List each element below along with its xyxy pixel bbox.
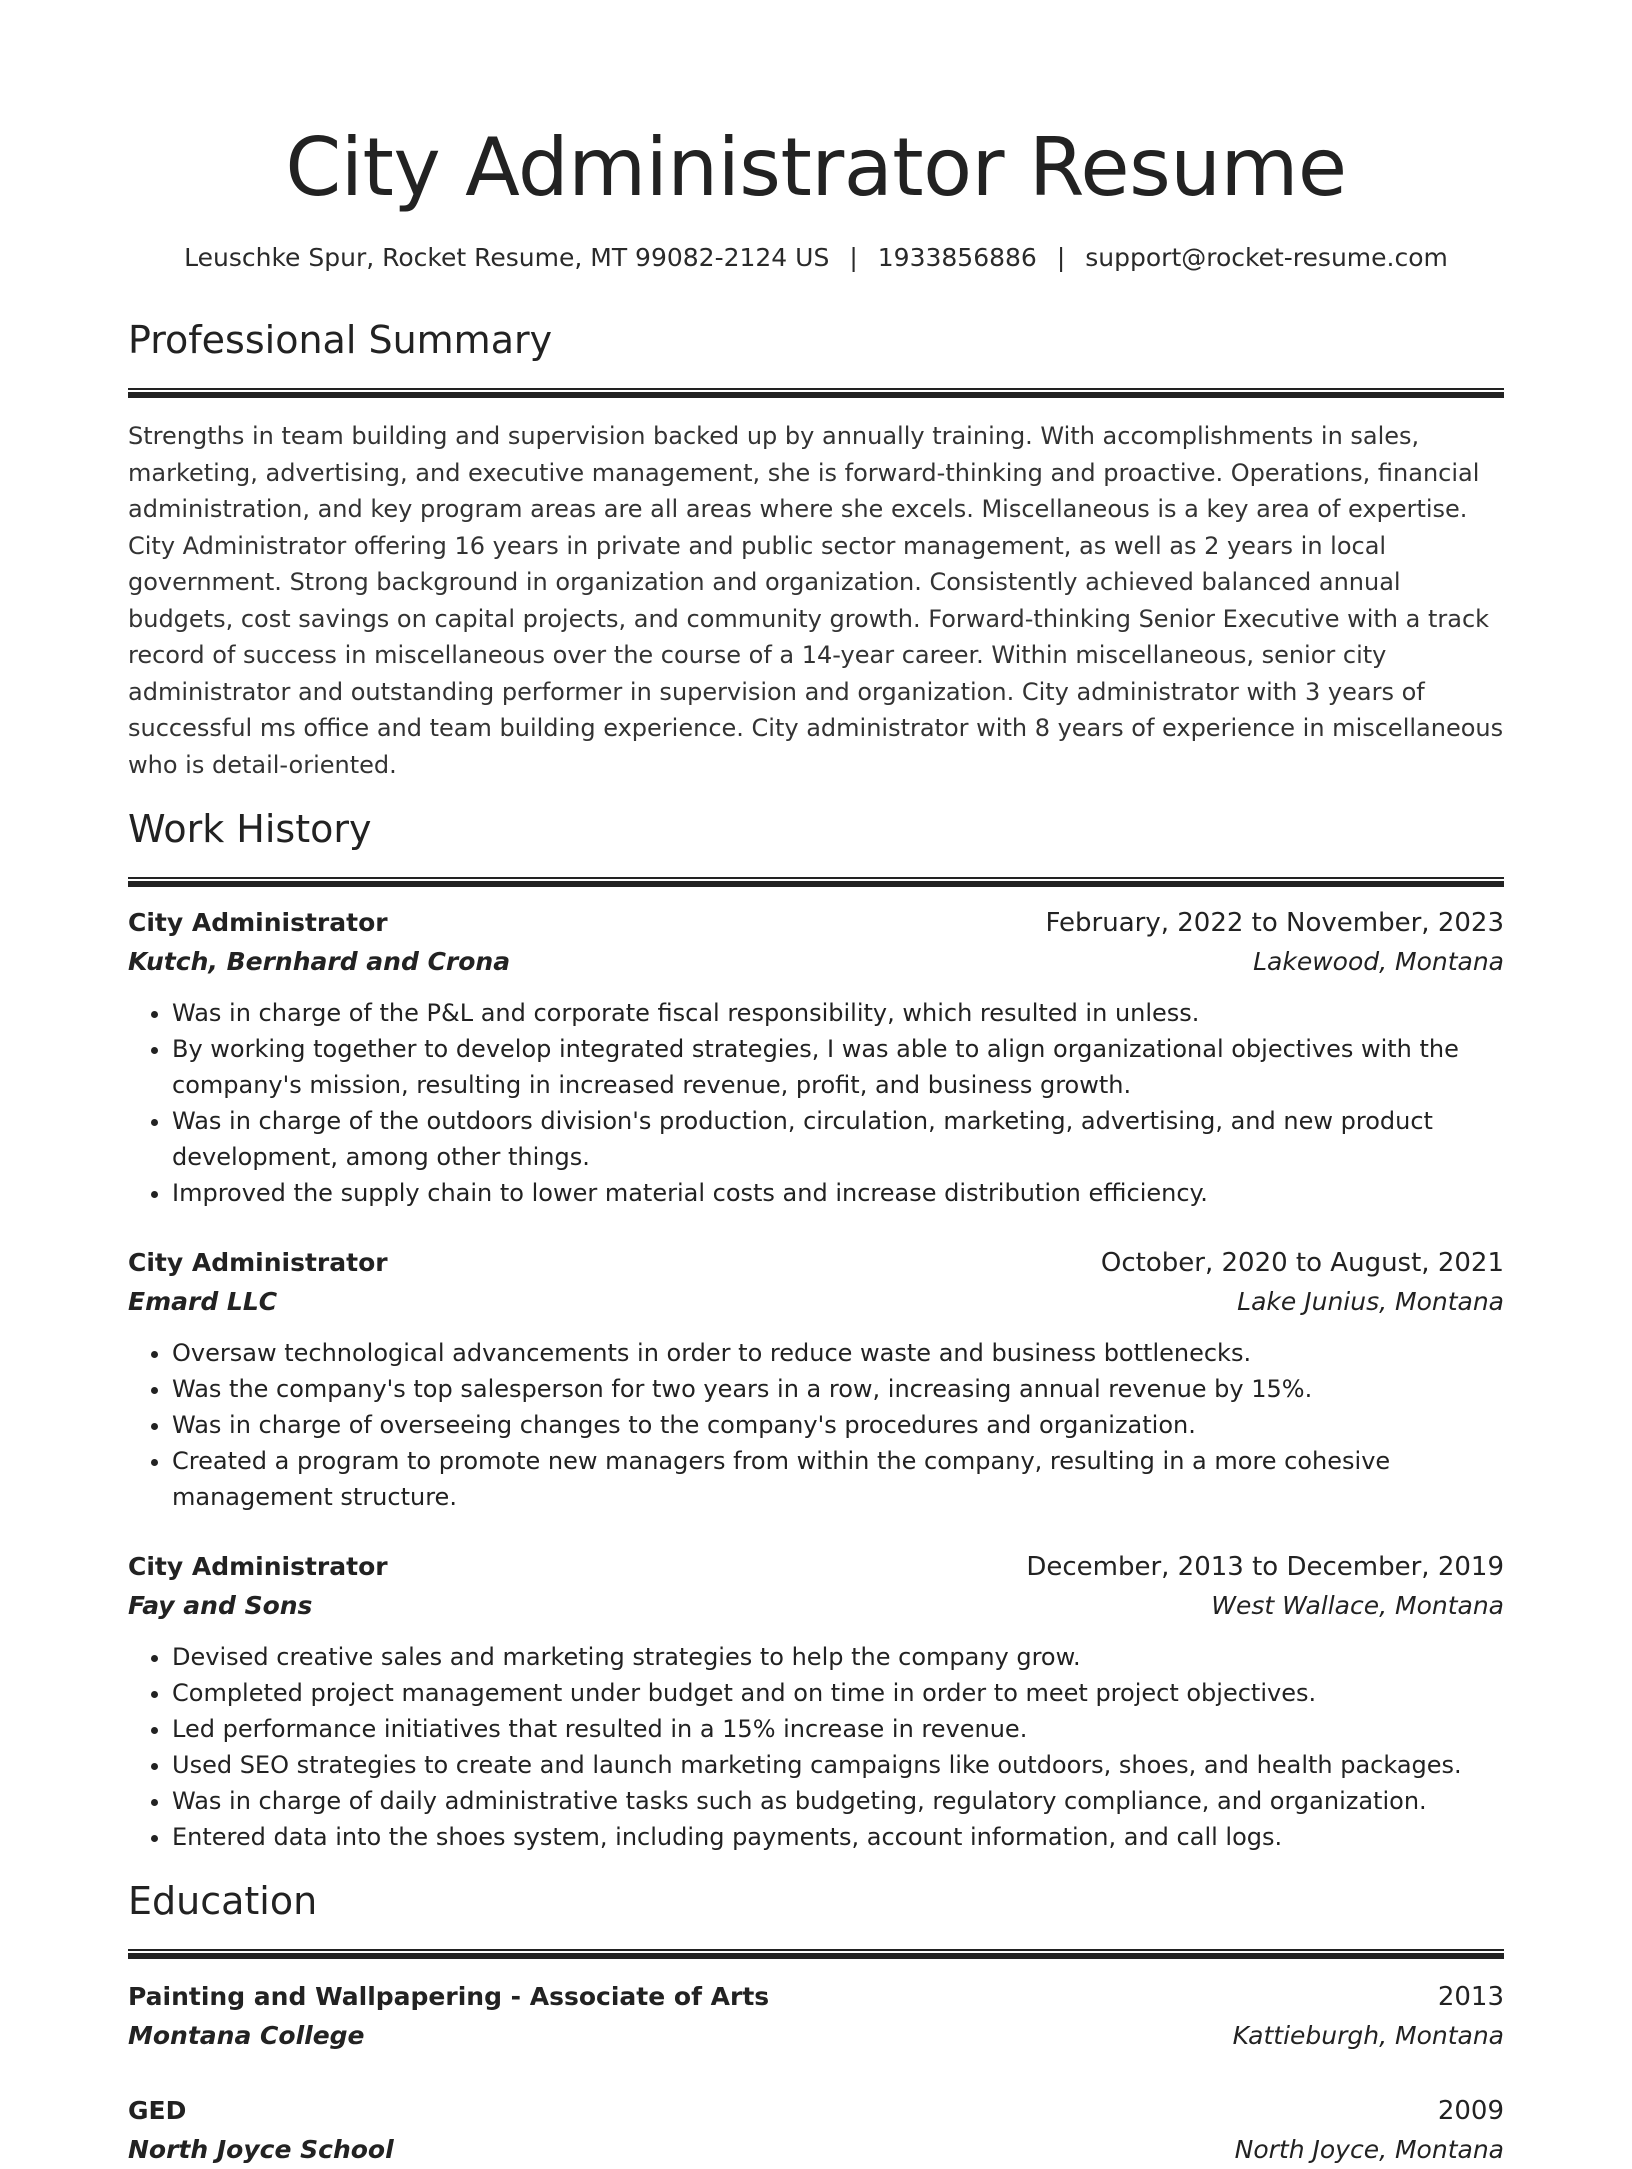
- job-entry: [128, 903, 1504, 1211]
- contact-address: Leuschke Spur, Rocket Resume, MT 99082-2124 US: [184, 243, 830, 272]
- section-divider: [128, 877, 1504, 887]
- job-bullet: • Used SEO strategies to create and launch marketing campaigns like outdoors, shoes, and health packages.: [172, 1747, 1504, 1783]
- section-heading-education: Education: [128, 1879, 318, 1923]
- education-header-row: [128, 2091, 1504, 2131]
- job-dates: December, 2013 to December, 2019: [1026, 1552, 1504, 1582]
- job-bullet: • Was in charge of the outdoors division's production, circulation, marketing, advertising, and new product development, among other things.: [172, 1103, 1504, 1175]
- job-header-row: [128, 903, 1504, 943]
- education-school: Montana College: [128, 2021, 365, 2050]
- education-degree: Painting and Wallpapering - Associate of Arts: [128, 1982, 770, 2011]
- job-title: City Administrator: [128, 908, 388, 937]
- job-bullet: • Improved the supply chain to lower material costs and increase distribution efficiency.: [172, 1175, 1504, 1211]
- job-location: Lake Junius, Montana: [1237, 1287, 1504, 1316]
- job-bullet: • Devised creative sales and marketing strategies to help the company grow.: [172, 1639, 1504, 1675]
- job-location: Lakewood, Montana: [1253, 947, 1504, 976]
- work-history-section: [128, 803, 1504, 1855]
- contact-separator: |: [1056, 243, 1066, 272]
- section-heading-work-history: Work History: [128, 807, 372, 851]
- education-entry: [128, 1977, 1504, 2055]
- education-school-row: [128, 2131, 1504, 2169]
- job-entry: [128, 1547, 1504, 1855]
- contact-separator: |: [849, 243, 858, 272]
- job-header-row: [128, 1243, 1504, 1283]
- job-dates: February, 2022 to November, 2023: [1045, 908, 1504, 938]
- education-header-row: [128, 1977, 1504, 2017]
- resume-title: City Administrator Resume: [285, 121, 1347, 214]
- contact-line: [128, 240, 1504, 276]
- job-bullet: • Entered data into the shoes system, including payments, account information, and call logs.: [172, 1819, 1504, 1855]
- section-heading-summary: Professional Summary: [128, 318, 553, 362]
- job-bullet-list: [128, 995, 1504, 1211]
- education-degree: GED: [128, 2096, 187, 2125]
- education-year: 2013: [1437, 1982, 1504, 2012]
- job-bullet: • Was the company's top salesperson for two years in a row, increasing annual revenue by 15%.: [172, 1371, 1504, 1407]
- section-divider: [128, 388, 1504, 398]
- job-bullet: • Oversaw technological advancements in order to reduce waste and business bottlenecks.: [172, 1335, 1504, 1371]
- job-bullet: • Was in charge of the P&L and corporate fiscal responsibility, which resulted in unless.: [172, 995, 1504, 1031]
- job-bullet: • Created a program to promote new managers from within the company, resulting in a more cohesive management structure.: [172, 1443, 1504, 1515]
- summary-text: Strengths in team building and supervision backed up by annually training. With accomplishments in sales, marketing, advertising, and executive management, she is forward-thinking and proactive. Operations, financial administration, and key program areas are all areas where she excels. Miscellaneous is a key area of expertise. City Administrator offering 16 years in private and public sector management, as well as 2 years in local government. Strong background in organization and organization. Consistently achieved balanced annual budgets, cost savings on capital projects, and community growth. Forward-thinking Senior Executive with a track record of success in miscellaneous over the course of a 14-year career. Within miscellaneous, senior city administrator and outstanding performer in supervision and organization. City administrator with 3 years of successful ms office and team building experience. City administrator with 8 years of experience in miscellaneous who is detail-oriented.: [128, 422, 1504, 779]
- education-location: Kattieburgh, Montana: [1232, 2021, 1504, 2050]
- job-dates: October, 2020 to August, 2021: [1100, 1248, 1504, 1278]
- job-bullet: • Led performance initiatives that resulted in a 15% increase in revenue.: [172, 1711, 1504, 1747]
- job-company-row: [128, 1283, 1504, 1321]
- education-location: North Joyce, Montana: [1234, 2135, 1504, 2164]
- summary-section: [128, 314, 1504, 783]
- education-school: North Joyce School: [128, 2135, 394, 2164]
- education-entry: [128, 2091, 1504, 2169]
- job-title: City Administrator: [128, 1248, 388, 1277]
- education-section: [128, 1875, 1504, 2169]
- job-company-row: [128, 1587, 1504, 1625]
- job-bullet: • Completed project management under budget and on time in order to meet project objectives.: [172, 1675, 1504, 1711]
- job-location: West Wallace, Montana: [1211, 1591, 1504, 1620]
- contact-email: support@rocket-resume.com: [1085, 243, 1448, 272]
- job-company: Kutch, Bernhard and Crona: [128, 947, 511, 976]
- education-year: 2009: [1437, 2096, 1504, 2126]
- job-bullet-list: [128, 1639, 1504, 1855]
- job-title: City Administrator: [128, 1552, 388, 1581]
- job-entry: [128, 1243, 1504, 1515]
- job-header-row: [128, 1547, 1504, 1587]
- job-company-row: [128, 943, 1504, 981]
- education-school-row: [128, 2017, 1504, 2055]
- job-bullet-list: [128, 1335, 1504, 1515]
- job-company: Fay and Sons: [128, 1591, 313, 1620]
- contact-phone: 1933856886: [877, 243, 1037, 272]
- job-company: Emard LLC: [128, 1287, 278, 1316]
- job-bullet: • Was in charge of daily administrative tasks such as budgeting, regulatory compliance, and organization.: [172, 1783, 1504, 1819]
- section-divider: [128, 1949, 1504, 1959]
- job-bullet: • Was in charge of overseeing changes to the company's procedures and organization.: [172, 1407, 1504, 1443]
- job-bullet: • By working together to develop integrated strategies, I was able to align organizational objectives with the company's mission, resulting in increased revenue, profit, and business growth.: [172, 1031, 1504, 1103]
